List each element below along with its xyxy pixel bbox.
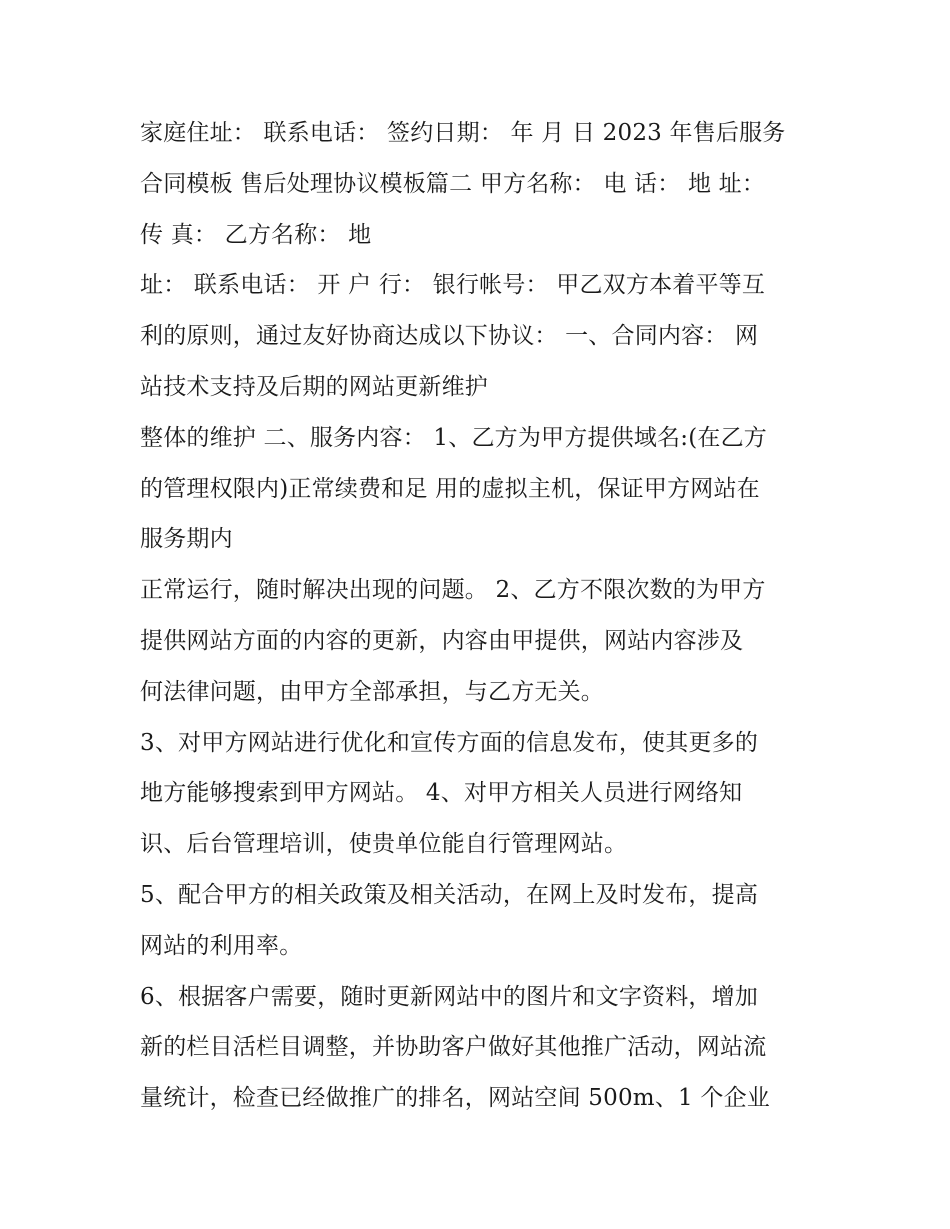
text-line: 传 真： 乙方名称： 地 [140,221,372,248]
text-line: 3、对甲方网站进行优化和宣传方面的信息发布，使其更多的 [140,729,759,756]
text-line: 识、后台管理培训，使贵单位能自行管理网站。 [140,831,628,858]
text-line: 量统计，检查已经做推广的排名，网站空间 500m、1 个企业 [140,1085,770,1112]
text-line: 利的原则，通过友好协商达成以下协议： 一、合同内容： 网 [140,323,759,350]
text-line: 服务期内 [140,526,233,553]
text-line: 何法律问题，由甲方全部承担，与乙方无关。 [140,678,604,705]
text-line: 整体的维护 二、服务内容： 1、乙方为甲方提供域名:(在乙方 [140,424,767,451]
text-line: 的管理权限内)正常续费和足 用的虚拟主机，保证甲方网站在 [140,475,760,502]
text-line: 正常运行，随时解决出现的问题。 2、乙方不限次数的为甲方 [140,577,766,604]
text-line: 家庭住址： 联系电话： 签约日期： 年 月 日 2023 年售后服务 [140,120,786,146]
text-line: 新的栏目活栏目调整，并协助客户做好其他推广活动，网站流 [140,1034,767,1061]
text-line: 5、配合甲方的相关政策及相关活动，在网上及时发布，提高 [140,881,759,908]
text-line: 地方能够搜索到甲方网站。 4、对甲方相关人员进行网络知 [140,780,743,807]
document-body [140,108,820,1124]
text-line: 址： 联系电话： 开 户 行： 银行帐号： 甲乙双方本着平等互 [140,272,766,299]
text-line: 提供网站方面的内容的更新，内容由甲提供，网站内容涉及 [140,627,744,654]
text-line: 合同模板 售后处理协议模板篇二 甲方名称： 电 话： 地 址： [140,170,766,197]
text-line: 站技术支持及后期的网站更新维护 [140,373,488,400]
text-line: 6、根据客户需要，随时更新网站中的图片和文字资料，增加 [140,983,759,1010]
text-line: 网站的利用率。 [140,932,303,959]
